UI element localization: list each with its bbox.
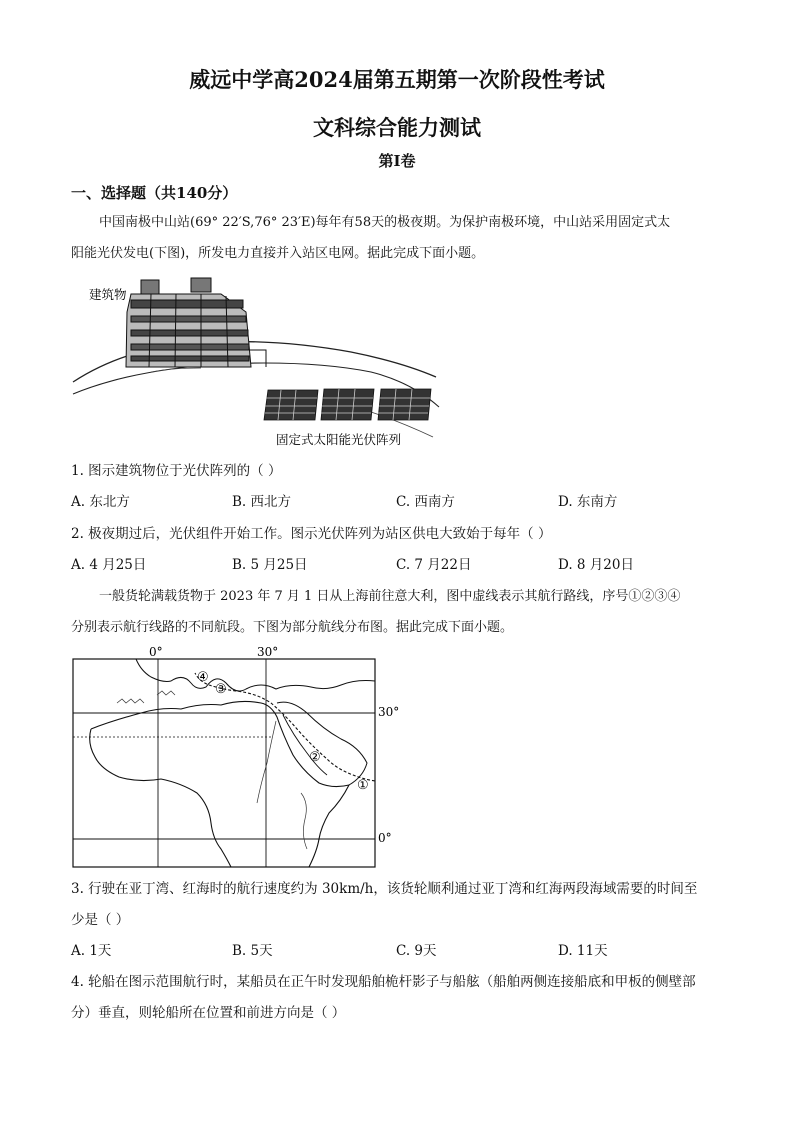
figure-route-map bbox=[71, 643, 411, 871]
figure-solar-station bbox=[71, 272, 441, 452]
q1-option-d[interactable]: D. 东南方 bbox=[558, 494, 618, 510]
question-3 bbox=[71, 874, 723, 967]
q2-option-c[interactable]: C. 7 月22日 bbox=[396, 557, 472, 573]
passage-2 bbox=[71, 581, 723, 643]
segment-1-label: ① bbox=[357, 778, 369, 793]
q3-option-a[interactable]: A. 1天 bbox=[71, 943, 112, 959]
passage-1 bbox=[71, 207, 723, 269]
passage-1-line-2: 阳能光伏发电(下图)，所发电力直接并入站区电网。据此完成下面小题。 bbox=[71, 246, 485, 261]
building-label: 建筑物 bbox=[89, 287, 127, 302]
q1-option-a[interactable]: A. 东北方 bbox=[71, 494, 130, 510]
question-4-stem-line-2: 分）垂直，则轮船所在位置和前进方向是（ ） bbox=[71, 1005, 346, 1021]
segment-4-label: ④ bbox=[197, 670, 209, 685]
question-4-stem-line-1: 4. 轮船在图示范围航行时，某船员在正午时发现船舶桅杆影子与船舷（船舶两侧连接船底和甲板的侧壁部 bbox=[71, 974, 696, 990]
q2-option-d[interactable]: D. 8 月20日 bbox=[558, 557, 634, 573]
q3-option-c[interactable]: C. 9天 bbox=[396, 943, 437, 959]
q3-option-b[interactable]: B. 5天 bbox=[232, 943, 273, 959]
lat-30-label: 30° bbox=[378, 705, 400, 719]
q2-option-b[interactable]: B. 5 月25日 bbox=[232, 557, 308, 573]
question-4 bbox=[71, 967, 723, 1029]
exam-subtitle: 文科综合能力测试 bbox=[313, 115, 481, 140]
passage-1-line-1: 中国南极中山站(69° 22′S,76° 23′E)每年有58天的极夜期。为保护南极环境，中山站采用固定式太 bbox=[99, 215, 671, 230]
solar-array-drawing bbox=[264, 389, 431, 420]
question-3-options bbox=[71, 936, 723, 967]
passage-2-line-2: 分别表示航行线路的不同航段。下图为部分航线分布图。据此完成下面小题。 bbox=[71, 620, 514, 635]
segment-3-label: ③ bbox=[215, 682, 227, 697]
question-2-stem: 2. 极夜期过后，光伏组件开始工作。图示光伏阵列为站区供电大致始于每年（ ） bbox=[71, 526, 552, 542]
question-3-stem-line-2: 少是（ ） bbox=[71, 912, 130, 928]
question-1 bbox=[71, 456, 723, 518]
segment-2-label: ② bbox=[309, 750, 321, 765]
section-heading: 一、选择题（共140分） bbox=[71, 184, 238, 202]
question-1-options bbox=[71, 487, 723, 518]
question-2 bbox=[71, 519, 723, 581]
solar-array-label: 固定式太阳能光伏阵列 bbox=[276, 432, 402, 447]
lon-0-label: 0° bbox=[149, 645, 163, 659]
exam-title: 威远中学高2024届第五期第一次阶段性考试 bbox=[189, 67, 605, 92]
q1-option-b[interactable]: B. 西北方 bbox=[232, 494, 292, 510]
question-1-stem: 1. 图示建筑物位于光伏阵列的（ ） bbox=[71, 463, 282, 479]
question-2-options bbox=[71, 550, 723, 581]
volume-label: 第Ⅰ卷 bbox=[378, 152, 416, 170]
lon-30-label: 30° bbox=[257, 645, 279, 659]
passage-2-line-1: 一般货轮满载货物于 2023 年 7 月 1 日从上海前往意大利，图中虚线表示其航行路线，序号①②③④ bbox=[99, 589, 681, 604]
lat-0-label: 0° bbox=[378, 831, 392, 845]
q2-option-a[interactable]: A. 4 月25日 bbox=[71, 557, 147, 573]
building-drawing bbox=[126, 278, 266, 367]
question-3-stem-line-1: 3. 行驶在亚丁湾、红海时的航行速度约为 30km/h，该货轮顺利通过亚丁湾和红海两段海域需要的时间至 bbox=[71, 881, 698, 897]
q1-option-c[interactable]: C. 西南方 bbox=[396, 494, 455, 510]
q3-option-d[interactable]: D. 11天 bbox=[558, 943, 608, 959]
